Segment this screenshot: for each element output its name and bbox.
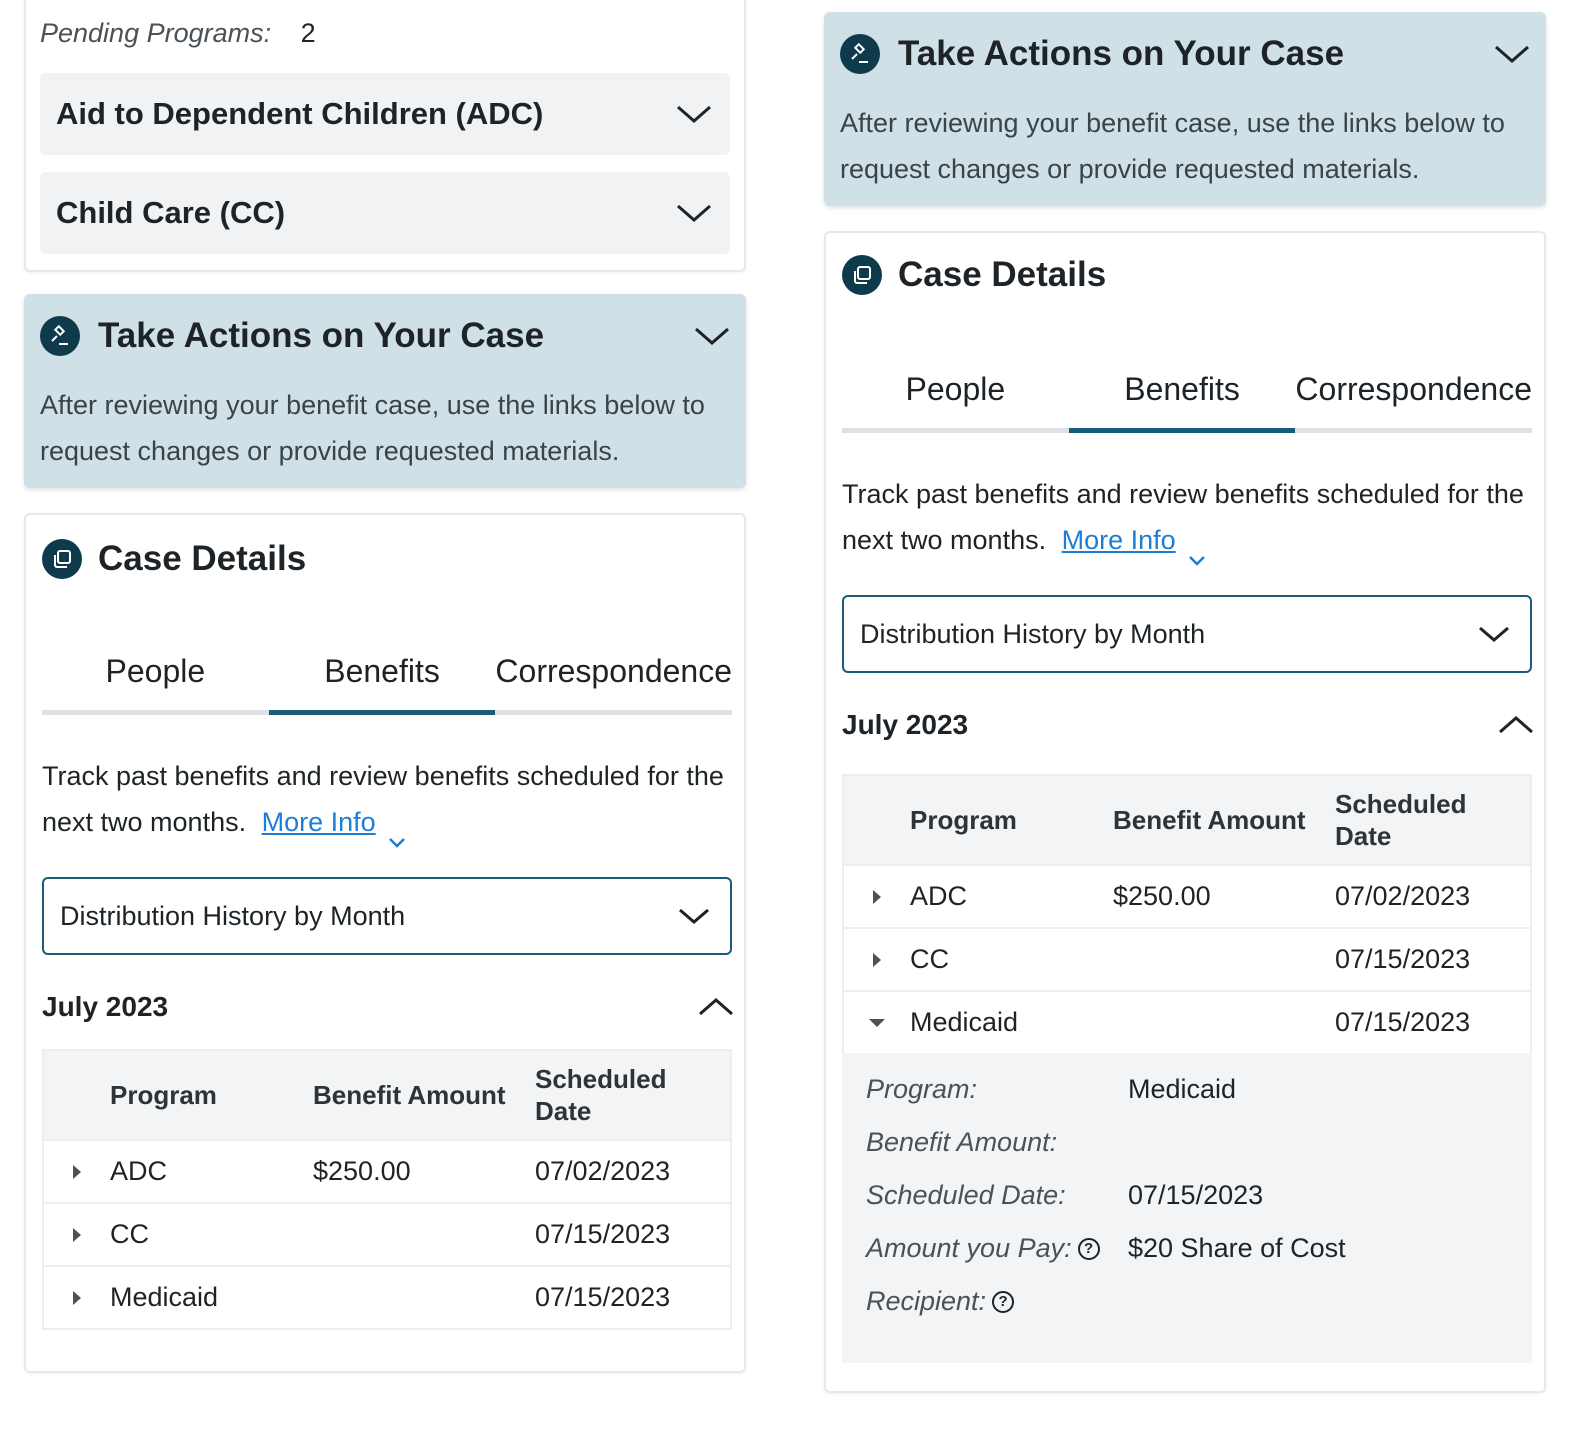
help-icon[interactable]: ? bbox=[992, 1291, 1014, 1313]
chevron-down-icon[interactable] bbox=[692, 321, 732, 351]
cell-date: 07/15/2023 bbox=[1335, 944, 1471, 974]
chevron-down-icon[interactable] bbox=[1187, 535, 1207, 549]
detail-value: 07/15/2023 bbox=[1128, 1180, 1264, 1210]
caret-right-icon[interactable] bbox=[844, 887, 910, 907]
chevron-up-icon bbox=[696, 992, 736, 1022]
month-section-header[interactable] bbox=[842, 709, 1536, 741]
caret-right-icon[interactable] bbox=[44, 1162, 110, 1182]
pending-programs-count: 2 bbox=[300, 18, 316, 48]
chevron-down-icon bbox=[1474, 619, 1514, 649]
cell-program: CC bbox=[110, 1219, 149, 1249]
gavel-icon bbox=[40, 316, 80, 356]
detail-label: Amount you Pay: bbox=[866, 1233, 1072, 1263]
header-program: Program bbox=[110, 1079, 217, 1110]
header-date: Scheduled Date bbox=[535, 1064, 667, 1126]
cell-date: 07/15/2023 bbox=[535, 1282, 671, 1312]
take-actions-description: After reviewing your benefit case, use the links below to request changes or provide requested materials. bbox=[840, 108, 1505, 184]
benefits-intro bbox=[842, 471, 1532, 563]
table-header bbox=[44, 1051, 730, 1139]
cell-program: ADC bbox=[910, 881, 968, 911]
distribution-select[interactable] bbox=[842, 595, 1532, 673]
chevron-down-icon[interactable] bbox=[1492, 39, 1532, 69]
case-details-tabs bbox=[842, 353, 1532, 433]
header-program: Program bbox=[910, 804, 1017, 835]
chevron-down-icon[interactable] bbox=[387, 817, 407, 831]
table-header bbox=[844, 776, 1530, 864]
program-accordion-title: Aid to Dependent Children (ADC) bbox=[56, 96, 544, 131]
cell-date: 07/02/2023 bbox=[535, 1156, 671, 1186]
caret-right-icon[interactable] bbox=[44, 1288, 110, 1308]
distribution-select-value: Distribution History by Month bbox=[860, 618, 1206, 649]
cell-program: CC bbox=[910, 944, 949, 974]
month-title: July 2023 bbox=[42, 991, 169, 1022]
case-details-title: Case Details bbox=[98, 539, 307, 578]
pending-programs-label: Pending Programs: bbox=[40, 18, 272, 48]
tab-benefits[interactable]: Benefits bbox=[269, 635, 496, 710]
chevron-down-icon bbox=[674, 99, 714, 129]
header-amount: Benefit Amount bbox=[313, 1080, 506, 1110]
tab-correspondence[interactable]: Correspondence bbox=[495, 653, 732, 689]
cell-date: 07/15/2023 bbox=[1335, 1007, 1471, 1037]
table-row[interactable] bbox=[844, 864, 1530, 927]
detail-row bbox=[866, 1169, 1508, 1222]
cell-amount: $250.00 bbox=[1113, 881, 1211, 911]
more-info-link[interactable]: More Info bbox=[261, 807, 376, 837]
benefits-intro-text: Track past benefits and review benefits scheduled for the next two months. bbox=[42, 761, 724, 837]
benefits-table bbox=[42, 1049, 732, 1330]
detail-value: $20 Share of Cost bbox=[1128, 1233, 1346, 1263]
help-icon[interactable]: ? bbox=[1078, 1238, 1100, 1260]
detail-row bbox=[866, 1275, 1508, 1328]
cell-program: Medicaid bbox=[910, 1007, 1019, 1037]
header-amount: Benefit Amount bbox=[1113, 805, 1306, 835]
benefits-intro-text: Track past benefits and review benefits scheduled for the next two months. bbox=[842, 479, 1524, 555]
month-title: July 2023 bbox=[842, 709, 969, 740]
cell-amount: $250.00 bbox=[313, 1156, 411, 1186]
copy-icon bbox=[842, 255, 882, 295]
detail-label: Recipient: bbox=[866, 1286, 987, 1316]
tab-benefits[interactable]: Benefits bbox=[1069, 353, 1296, 428]
cell-date: 07/02/2023 bbox=[1335, 881, 1471, 911]
program-accordion-cc[interactable] bbox=[40, 172, 730, 254]
tab-people[interactable]: People bbox=[905, 371, 1006, 407]
case-details-header bbox=[42, 539, 306, 579]
row-detail-panel bbox=[842, 1053, 1532, 1363]
benefits-intro bbox=[42, 753, 732, 845]
detail-label: Benefit Amount: bbox=[866, 1127, 1058, 1157]
program-accordion-title: Child Care (CC) bbox=[56, 195, 286, 230]
pending-programs bbox=[40, 18, 316, 49]
table-row[interactable] bbox=[844, 927, 1530, 990]
caret-right-icon[interactable] bbox=[844, 950, 910, 970]
detail-value: Medicaid bbox=[1128, 1074, 1237, 1104]
case-details-card bbox=[824, 231, 1546, 1393]
month-section-header[interactable] bbox=[42, 991, 736, 1023]
take-actions-title: Take Actions on Your Case bbox=[898, 34, 1345, 73]
detail-row bbox=[866, 1116, 1508, 1169]
more-info-link[interactable]: More Info bbox=[1061, 525, 1176, 555]
tab-people[interactable]: People bbox=[105, 653, 206, 689]
caret-right-icon[interactable] bbox=[44, 1225, 110, 1245]
table-row[interactable] bbox=[44, 1265, 730, 1328]
cell-program: Medicaid bbox=[110, 1282, 219, 1312]
case-details-tabs bbox=[42, 635, 732, 715]
table-row[interactable] bbox=[44, 1202, 730, 1265]
take-actions-panel bbox=[824, 12, 1546, 206]
distribution-select[interactable] bbox=[42, 877, 732, 955]
detail-label: Scheduled Date: bbox=[866, 1180, 1066, 1210]
take-actions-title: Take Actions on Your Case bbox=[98, 316, 545, 355]
take-actions-panel bbox=[24, 294, 746, 488]
case-details-header bbox=[842, 255, 1106, 295]
caret-down-icon[interactable] bbox=[844, 1017, 910, 1029]
detail-label: Program: bbox=[866, 1074, 978, 1104]
chevron-down-icon bbox=[674, 198, 714, 228]
cell-program: ADC bbox=[110, 1156, 168, 1186]
program-accordion-adc[interactable] bbox=[40, 73, 730, 155]
take-actions-header bbox=[840, 34, 1532, 74]
tab-correspondence[interactable]: Correspondence bbox=[1295, 371, 1532, 407]
table-row[interactable] bbox=[44, 1139, 730, 1202]
detail-row bbox=[866, 1222, 1508, 1275]
header-date: Scheduled Date bbox=[1335, 789, 1467, 851]
benefits-table bbox=[842, 774, 1532, 1055]
case-details-title: Case Details bbox=[898, 255, 1107, 294]
cell-date: 07/15/2023 bbox=[535, 1219, 671, 1249]
gavel-icon bbox=[840, 34, 880, 74]
chevron-down-icon bbox=[674, 901, 714, 931]
take-actions-header bbox=[40, 316, 732, 356]
chevron-up-icon bbox=[1496, 710, 1536, 740]
table-row-expanded[interactable] bbox=[844, 990, 1530, 1053]
distribution-select-value: Distribution History by Month bbox=[60, 900, 406, 931]
copy-icon bbox=[42, 539, 82, 579]
case-details-card bbox=[24, 513, 746, 1373]
detail-row bbox=[866, 1063, 1508, 1116]
take-actions-description: After reviewing your benefit case, use the links below to request changes or provide requested materials. bbox=[40, 390, 705, 466]
